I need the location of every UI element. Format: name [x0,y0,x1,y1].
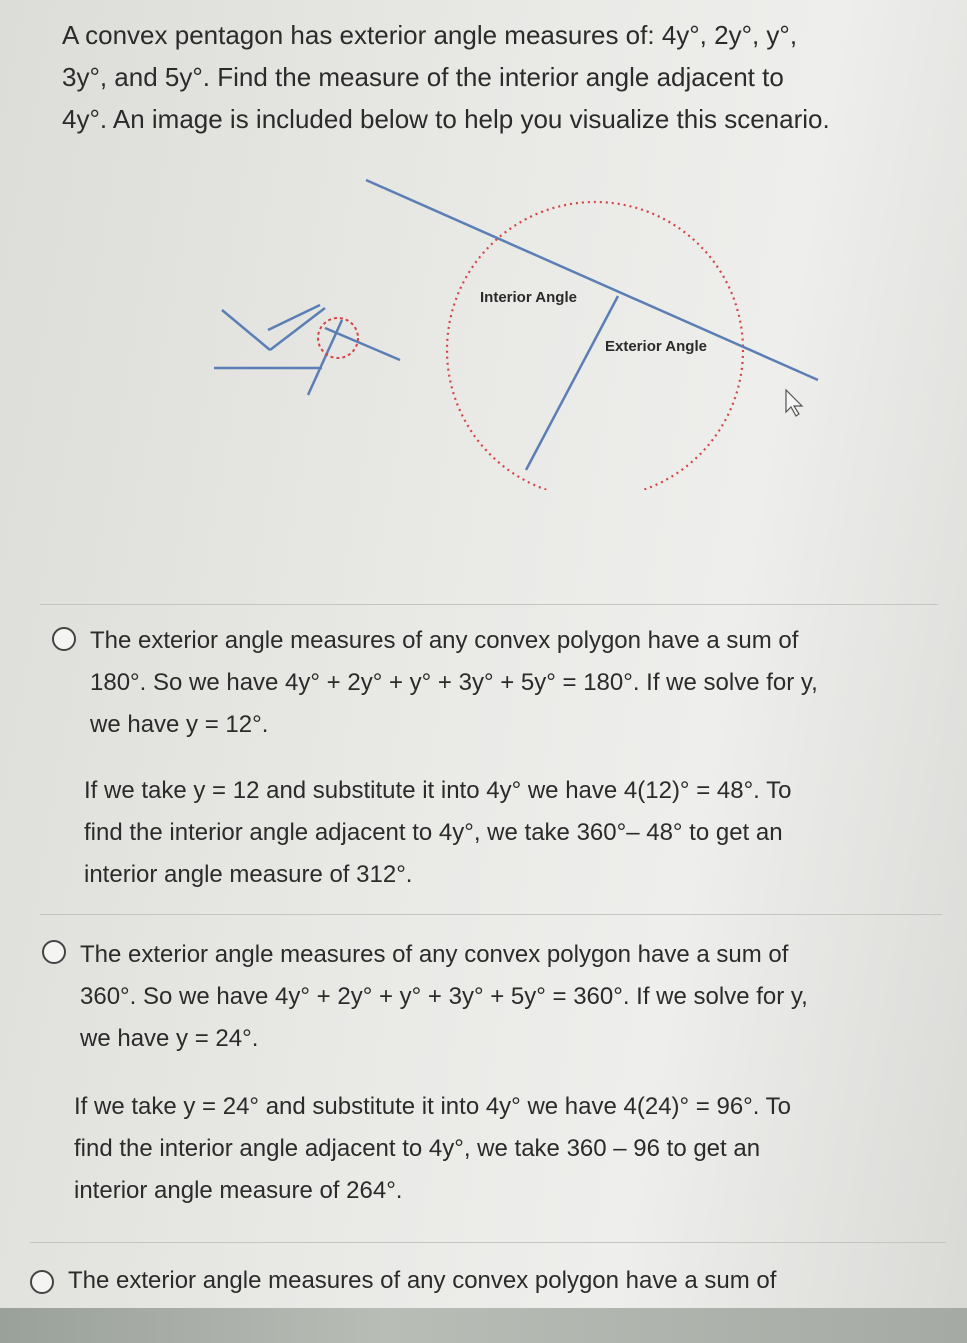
zoomed-vertex [366,180,818,490]
question-text [62,14,942,140]
option-1-radio[interactable] [52,627,76,651]
small-dotted-circle [318,318,358,358]
option-2-text[interactable] [80,934,950,1060]
bottom-bar [0,1308,967,1343]
question-line-3: 4y°. An image is included below to help you visualize this scenario. [62,104,830,134]
question-line-2: 3y°, and 5y°. Find the measure of the interior angle adjacent to [62,62,784,92]
divider-1 [40,604,938,605]
option-3-radio[interactable] [30,1270,54,1294]
option-1-line-2: 180°. So we have 4y° + 2y° + y° + 3y° + 5y° = 180°. If we solve for y, [90,669,818,696]
divider-3 [30,1242,946,1243]
option-1-line-6: interior angle measure of 312°. [84,861,413,888]
mouse-pointer-icon [786,390,802,416]
option-2-line-4: If we take y = 24° and substitute it into 4y° we have 4(24)° = 96°. To [74,1093,792,1120]
interior-angle-label: Interior Angle [480,289,577,306]
option-2-line-3: we have y = 24°. [80,1025,259,1052]
option-1-line-4: If we take y = 12 and substitute it into 4y° we have 4(12)° = 48°. To [84,777,792,804]
option-2-radio[interactable] [42,940,66,964]
option-1-line-1: The exterior angle measures of any convex polygon have a sum of [90,627,799,654]
option-3-line-1: The exterior angle measures of any convex polygon have a sum of [68,1267,777,1294]
option-2-explanation [74,1086,954,1212]
option-2-line-5: find the interior angle adjacent to 4y°, we take 360 – 96 to get an [74,1135,761,1162]
exterior-angle-diagram [200,170,840,490]
option-1-text[interactable] [90,620,950,746]
pentagon-sketch [214,305,400,395]
exterior-angle-label: Exterior Angle [605,338,707,355]
option-3-text[interactable] [68,1260,948,1302]
option-1-line-5: find the interior angle adjacent to 4y°, we take 360°– 48° to get an [84,819,783,846]
option-2-line-6: interior angle measure of 264°. [74,1177,403,1204]
divider-2 [40,914,942,915]
option-1-line-3: we have y = 12°. [90,711,269,738]
question-line-1: A convex pentagon has exterior angle measures of: 4y°, 2y°, y°, [62,20,798,50]
option-2-line-2: 360°. So we have 4y° + 2y° + y° + 3y° + 5y° = 360°. If we solve for y, [80,983,808,1010]
option-2-line-1: The exterior angle measures of any convex polygon have a sum of [80,941,789,968]
option-1-explanation [84,770,944,896]
